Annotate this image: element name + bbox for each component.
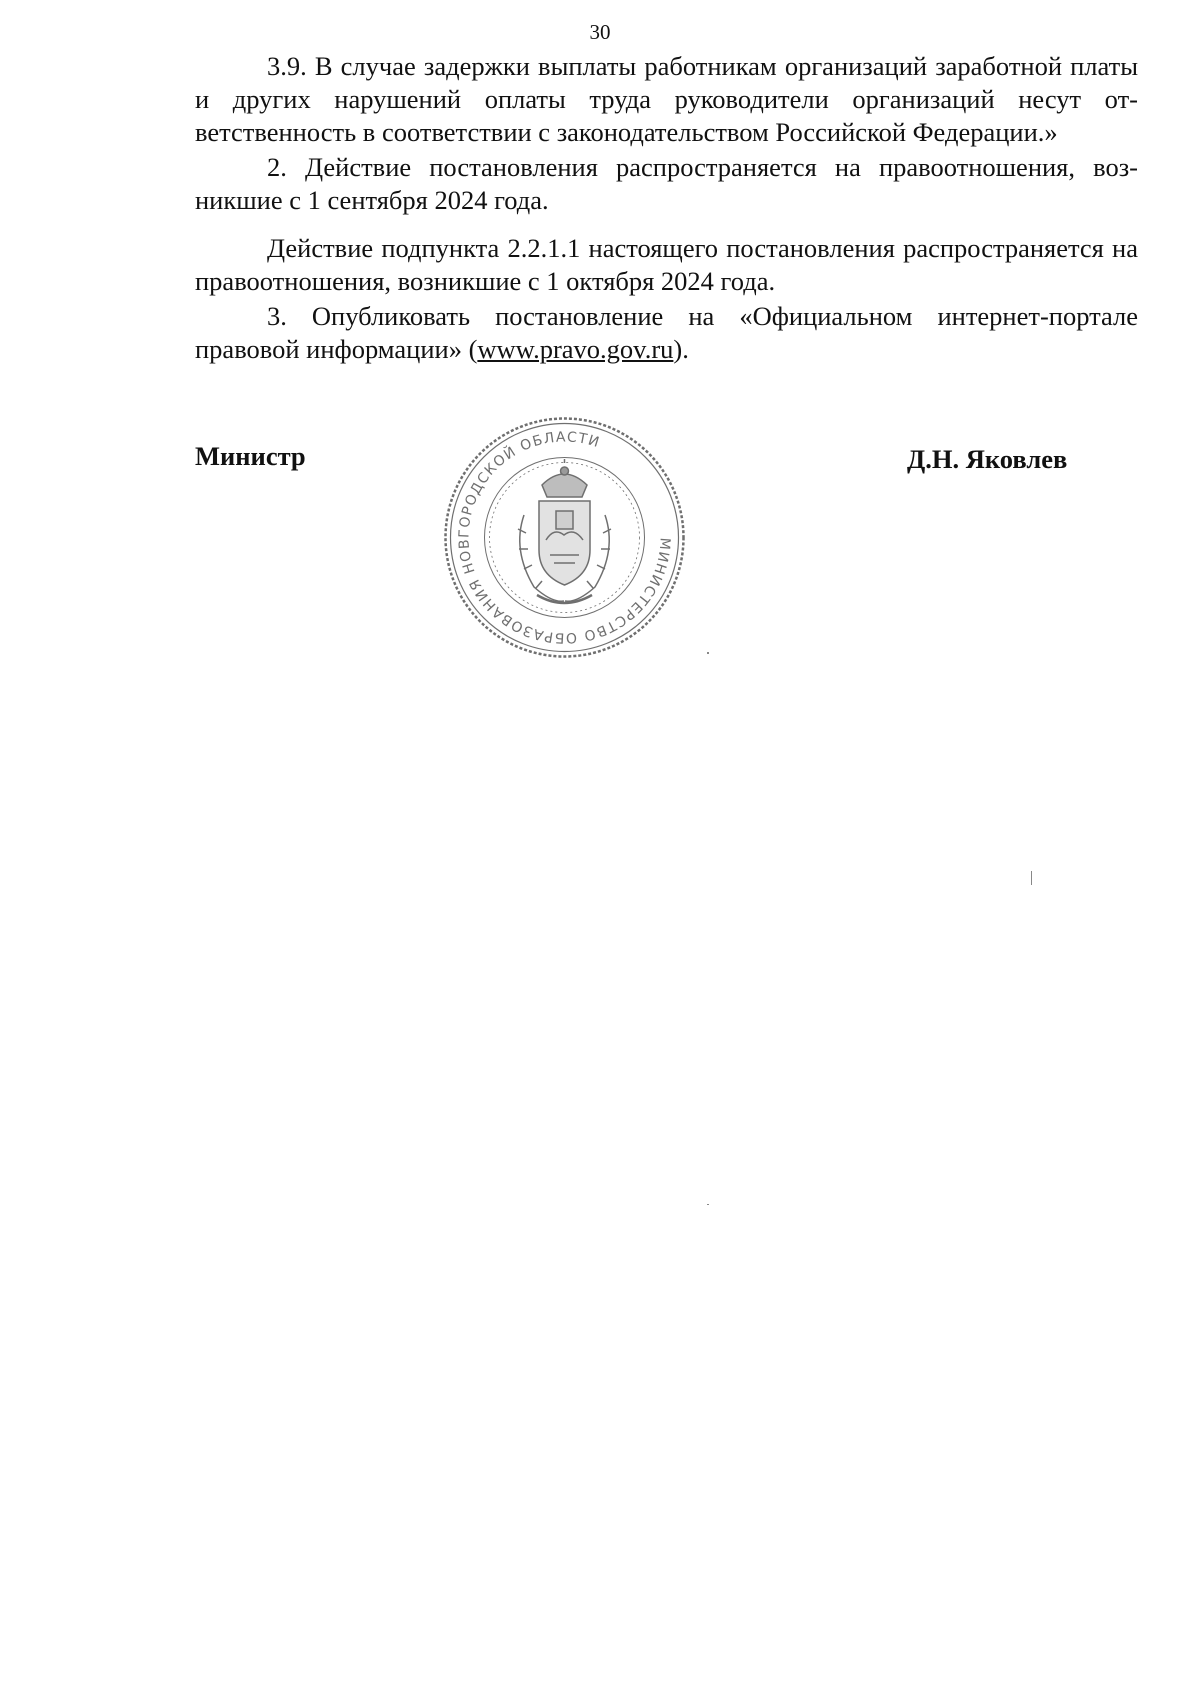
paragraph-3-9: 3.9. В случае задержки выплаты работникам организаций заработной платы и других нарушений оплаты труда руководители организаций несут ответственность в соответствии с законодательством Российской Федерации.» [195,51,1138,147]
signatory-name: Д.Н. Яковлев [907,444,1068,474]
paragraph-2: 2. Действие постановления распространяется на правоотношения, возникшие с 1 сентября 2024 года. [195,152,1138,215]
scan-speck [707,652,709,654]
seal-text-path: МИНИСТЕРСТВО ОБРАЗОВАНИЯ НОВГОРОДСКОЙ ОБЛАСТИ [456,429,673,646]
scan-speck [707,1204,709,1205]
coat-of-arms-icon [518,459,611,603]
official-seal [442,415,687,660]
scan-speck [1031,871,1032,885]
signatory-title: Министр [195,441,306,471]
paragraph-3-end: ). [673,334,689,364]
document-body [195,50,1138,366]
page-number: 30 [589,20,611,44]
paragraph-3 [195,300,1138,366]
pravo-link[interactable]: www.pravo.gov.ru [477,334,674,364]
paragraph-3-text: 3. Опубликовать постановление на «Официальном интернет-портале правовой информации» ( [195,301,1138,364]
paragraph-2-effect: Действие подпункта 2.2.1.1 настоящего постановления распространяется на правоотношения, возникшие с 1 октября 2024 года. [195,233,1138,296]
